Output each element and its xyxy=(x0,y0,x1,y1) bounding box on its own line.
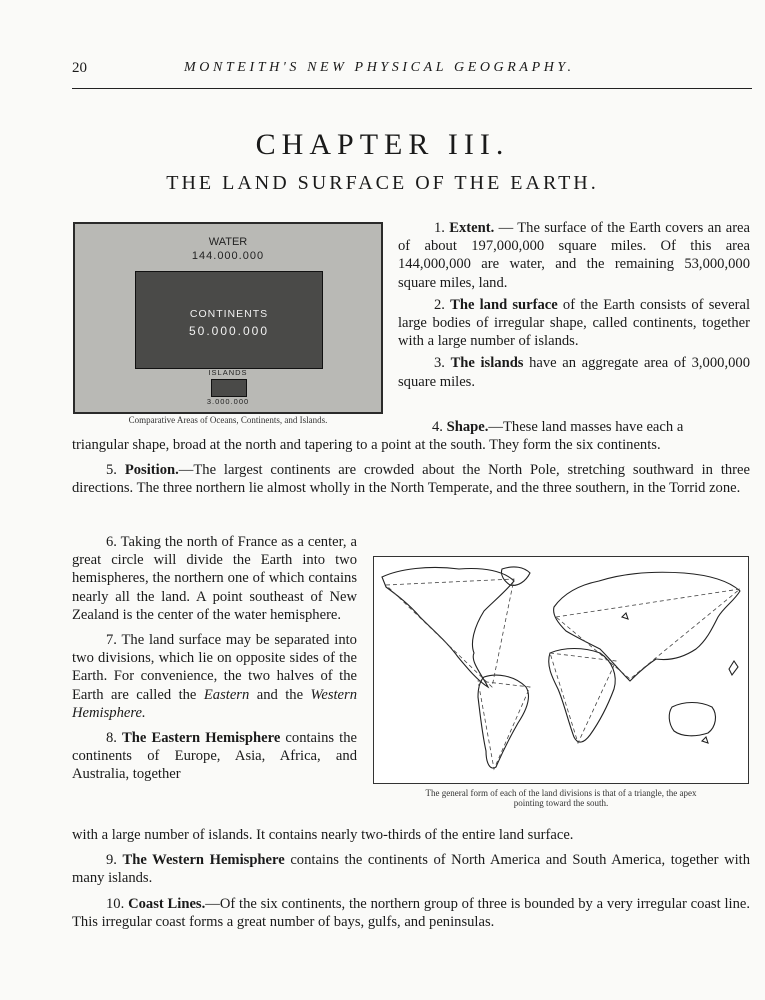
water-label: WATER xyxy=(208,236,248,248)
para-text: of the Earth consists of several large bodies of irregular shape, called continents, together with a large number of islands. xyxy=(398,296,751,350)
para-heading: The Eastern Hemisphere xyxy=(122,730,281,747)
para-text: —The largest continents are crowded about the North Pole, stretching southward in three directions. The three northern lie almost wholly in the North Temperate, and the three southern, in the Torrid zone. xyxy=(72,462,750,497)
paragraph-5 xyxy=(72,461,750,497)
paragraph-7 xyxy=(72,631,357,722)
water-value: 144.000.000 xyxy=(191,250,265,262)
triangle-africa xyxy=(550,653,616,743)
paragraph-8-cont: with a large number of islands. It contains nearly two-thirds of the entire land surface. xyxy=(72,827,574,843)
para-text: contains the continents of Europe, Asia, Africa, and Australia, together xyxy=(72,730,357,783)
chapter-title: THE LAND SURFACE OF THE EARTH. xyxy=(166,172,599,194)
australia-outline xyxy=(669,703,715,736)
comparative-areas-figure xyxy=(73,222,383,414)
para-number: 5. xyxy=(106,462,117,479)
para-heading: Coast Lines. xyxy=(128,895,206,912)
para-number: 7. xyxy=(106,632,117,649)
greenland-outline xyxy=(501,567,530,585)
paragraph-10 xyxy=(72,895,750,931)
para-heading: Extent. xyxy=(449,220,495,236)
caption-line: The general form of each of the land divisions is that of a triangle, the apex xyxy=(425,788,697,798)
islands-outline xyxy=(622,613,738,743)
para-text: have an aggregate area of 3,000,000 square miles. xyxy=(398,355,750,390)
figure2-caption xyxy=(373,788,749,808)
para-heading: The Western Hemisphere xyxy=(122,852,285,869)
triangle-north-america xyxy=(386,579,514,687)
continents-block xyxy=(135,271,323,369)
paragraph-6 xyxy=(72,533,357,624)
para-heading: The land surface xyxy=(450,296,558,313)
para-number: 1. xyxy=(434,220,445,236)
paragraph-3 xyxy=(398,354,750,390)
paragraph-1 xyxy=(398,219,750,292)
para-text: — The surface of the Earth covers an area of about 197,000,000 square miles. Of this area 144,000,000 are water, and the remaining 53,000,000 square miles, land. xyxy=(398,220,751,291)
para-text: The land surface may be separated into two divisions, which lie on opposite sides of the Earth. For convenience, the two halves of the Earth are called the xyxy=(72,632,357,703)
para-number: 6. xyxy=(106,534,117,550)
paragraph-9 xyxy=(72,851,750,887)
running-title: MONTEITH'S NEW PHYSICAL GEOGRAPHY. xyxy=(184,60,575,75)
europe-asia-outline xyxy=(554,572,740,681)
full-width-text xyxy=(72,436,750,498)
chapter-heading: CHAPTER III. xyxy=(255,128,510,161)
para-number: 8. xyxy=(106,730,117,747)
islands-block xyxy=(211,379,247,397)
para-number: 2. xyxy=(434,296,445,313)
para-number: 10. xyxy=(106,895,125,912)
para-number: 3. xyxy=(434,355,445,372)
world-map-figure xyxy=(373,556,749,784)
paragraph-4-start xyxy=(432,418,752,436)
para-text: —Of the six continents, the northern group of three is bounded by a very irregular coast line. This irregular coast forms a great number of bays, gulfs, and peninsulas. xyxy=(72,895,750,930)
bottom-text xyxy=(72,826,750,931)
north-america-outline xyxy=(382,567,514,687)
para-heading: Shape. xyxy=(446,419,489,435)
para-text: Taking the north of France as a center, a great circle will divide the Earth into two hemispheres, the northern one of which contains nearly all the land. A point southeast of New Zealand is the center of the water hemisphere. xyxy=(72,534,357,623)
running-header xyxy=(72,58,752,89)
para-text: contains the continents of North America and South America, together with many islands. xyxy=(72,852,751,887)
para-number: 4. xyxy=(432,419,443,435)
para-emphasis: Eastern xyxy=(203,686,250,703)
continents-value: 50.000.000 xyxy=(188,324,270,338)
para-text: and the xyxy=(256,686,304,703)
caption-line: pointing toward the south. xyxy=(513,798,609,808)
islands-label: ISLANDS xyxy=(208,368,248,377)
africa-outline xyxy=(549,649,616,743)
figure1-caption: Comparative Areas of Oceans, Continents, and Islands. xyxy=(128,415,328,425)
para-number: 9. xyxy=(106,852,117,869)
para-heading: Position. xyxy=(124,462,179,479)
left-column-text xyxy=(72,533,357,784)
para-emphasis: Western Hemisphere. xyxy=(72,686,358,721)
world-map-outline xyxy=(374,557,748,783)
islands-value: 3.000.000 xyxy=(206,397,250,406)
para-heading: The islands xyxy=(450,355,524,372)
page-number: 20 xyxy=(72,60,87,76)
continents-label: CONTINENTS xyxy=(189,308,269,320)
paragraph-8 xyxy=(72,729,357,784)
paragraph-2 xyxy=(398,296,750,351)
paragraph-4-cont: triangular shape, broad at the north and tapering to a point at the south. They form the six continents. xyxy=(72,437,661,453)
para-text: —These land masses have each a xyxy=(488,419,684,435)
right-column-text xyxy=(398,219,750,391)
